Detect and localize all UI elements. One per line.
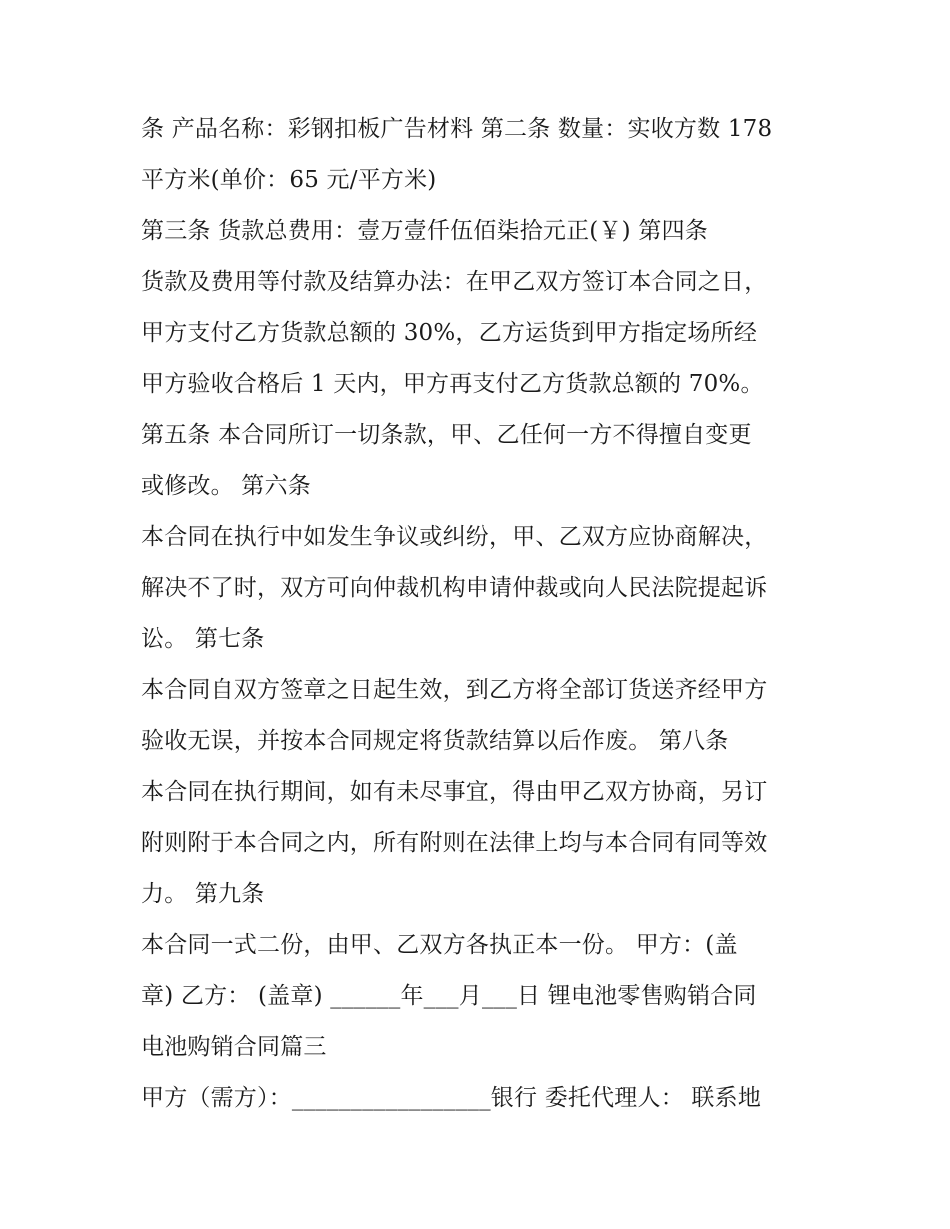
text-line: 力。 第九条 xyxy=(141,881,265,907)
text-line: 本合同自双方签章之日起生效，到乙方将全部订货送齐经甲方 xyxy=(141,677,768,703)
text-line: 解决不了时，双方可向仲裁机构申请仲裁或向人民法院提起诉 xyxy=(141,575,768,601)
text-line: 验收无误，并按本合同规定将货款结算以后作废。 第八条 xyxy=(141,728,729,754)
text-line: 电池购销合同篇三 xyxy=(141,1034,327,1060)
text-line: 或修改。 第六条 xyxy=(141,473,311,499)
text-line: 本合同一式二份，由甲、乙双方各执正本一份。 甲方：(盖 xyxy=(141,932,738,958)
text-line: 本合同在执行期间，如有未尽事宜，得由甲乙双方协商，另订 xyxy=(141,779,768,805)
text-line: 讼。 第七条 xyxy=(141,626,265,652)
text-line: 章) 乙方： (盖章) ______年___月___日 锂电池零售购销合同 xyxy=(141,983,757,1009)
contract-body xyxy=(141,104,821,1124)
text-line: 第五条 本合同所订一切条款，甲、乙任何一方不得擅自变更 xyxy=(141,422,752,448)
text-line: 平方米(单价：65 元/平方米) xyxy=(141,167,437,193)
text-line: 第三条 货款总费用：壹万壹仟伍佰柒拾元正(￥) 第四条 xyxy=(141,218,708,244)
text-line: 甲方验收合格后 1 天内，甲方再支付乙方货款总额的 70%。 xyxy=(141,371,764,397)
text-line: 甲方支付乙方货款总额的 30%，乙方运货到甲方指定场所经 xyxy=(141,320,758,346)
text-line: 附则附于本合同之内，所有附则在法律上均与本合同有同等效 xyxy=(141,830,768,856)
text-line: 本合同在执行中如发生争议或纠纷，甲、乙双方应协商解决， xyxy=(141,524,768,550)
text-line: 条 产品名称：彩钢扣板广告材料 第二条 数量：实收方数 178 xyxy=(141,116,773,142)
text-line: 货款及费用等付款及结算办法：在甲乙双方签订本合同之日， xyxy=(141,269,768,295)
text-line: 甲方（需方）：_________________银行 委托代理人： 联系地 xyxy=(141,1085,762,1111)
